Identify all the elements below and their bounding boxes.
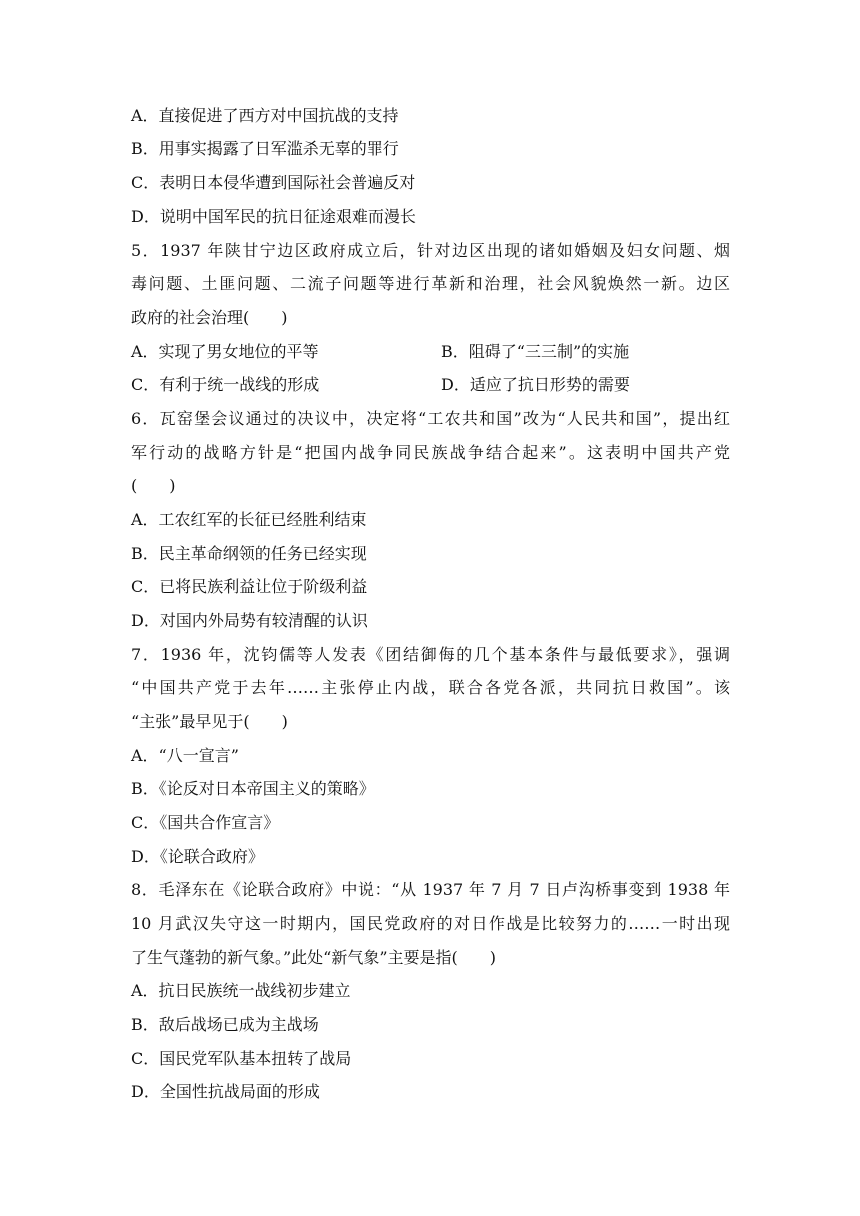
q6-option-c: C．已将民族利益让位于阶级利益: [131, 577, 368, 596]
q8-option-b: B．敌后战场已成为主战场: [131, 1015, 319, 1034]
q4-option-b: B．用事实揭露了日军滥杀无辜的罪行: [131, 139, 399, 158]
q6-stem-line-2: 军行动的战略方针是“把国内战争同民族战争结合起来”。这表明中国共产党: [131, 443, 730, 462]
q5-option-d: D．适应了抗日形势的需要: [441, 375, 630, 394]
q7-option-a: A．“八一宣言”: [131, 746, 239, 765]
q7-option-c: C．《国共合作宣言》: [131, 813, 280, 832]
q5-option-a: A．实现了男女地位的平等: [131, 342, 319, 361]
q6-option-b: B．民主革命纲领的任务已经实现: [131, 544, 367, 563]
q8-stem-line-2: 10 月武汉失守这一时期内，国民党政府的对日作战是比较努力的……一时出现: [131, 914, 730, 933]
q5-option-c: C．有利于统一战线的形成: [131, 375, 320, 394]
q6-stem-line-1: 6．瓦窑堡会议通过的决议中，决定将“工农共和国”改为“人民共和国”，提出红: [131, 409, 730, 428]
q8-stem-line-3: 了生气蓬勃的新气象。”此处“新气象”主要是指( ): [131, 948, 497, 967]
q8-option-c: C．国民党军队基本扭转了战局: [131, 1049, 352, 1068]
q4-option-c: C．表明日本侵华遭到国际社会普遍反对: [131, 173, 416, 192]
q4-option-a: A．直接促进了西方对中国抗战的支持: [131, 106, 399, 125]
q4-option-d: D．说明中国军民的抗日征途艰难而漫长: [131, 207, 416, 226]
q7-stem-line-1: 7．1936 年，沈钧儒等人发表《团结御侮的几个基本条件与最低要求》，强调: [131, 645, 730, 664]
q7-option-d: D．《论联合政府》: [131, 847, 264, 866]
q8-stem-line-1: 8．毛泽东在《论联合政府》中说：“从 1937 年 7 月 7 日卢沟桥事变到 1938 年: [131, 880, 730, 899]
q6-option-a: A．工农红军的长征已经胜利结束: [131, 510, 367, 529]
q7-option-b: B．《论反对日本帝国主义的策略》: [131, 779, 375, 798]
q5-stem-line-3: 政府的社会治理( ): [131, 308, 288, 327]
q7-stem-line-2: “中国共产党于去年……主张停止内战，联合各党各派，共同抗日救国”。该: [131, 678, 730, 697]
q5-option-b: B．阻碍了“三三制”的实施: [441, 342, 630, 361]
q7-stem-line-3: “主张”最早见于( ): [131, 712, 288, 731]
q6-option-d: D．对国内外局势有较清醒的认识: [131, 611, 368, 630]
q5-stem-line-1: 5．1937 年陕甘宁边区政府成立后，针对边区出现的诸如婚姻及妇女问题、烟: [131, 241, 730, 260]
q5-stem-line-2: 毒问题、土匪问题、二流子问题等进行革新和治理，社会风貌焕然一新。边区: [131, 274, 730, 293]
q8-option-d: D．全国性抗战局面的形成: [131, 1082, 320, 1101]
q8-option-a: A．抗日民族统一战线初步建立: [131, 981, 351, 1000]
q6-stem-line-3: ( ): [131, 476, 176, 495]
